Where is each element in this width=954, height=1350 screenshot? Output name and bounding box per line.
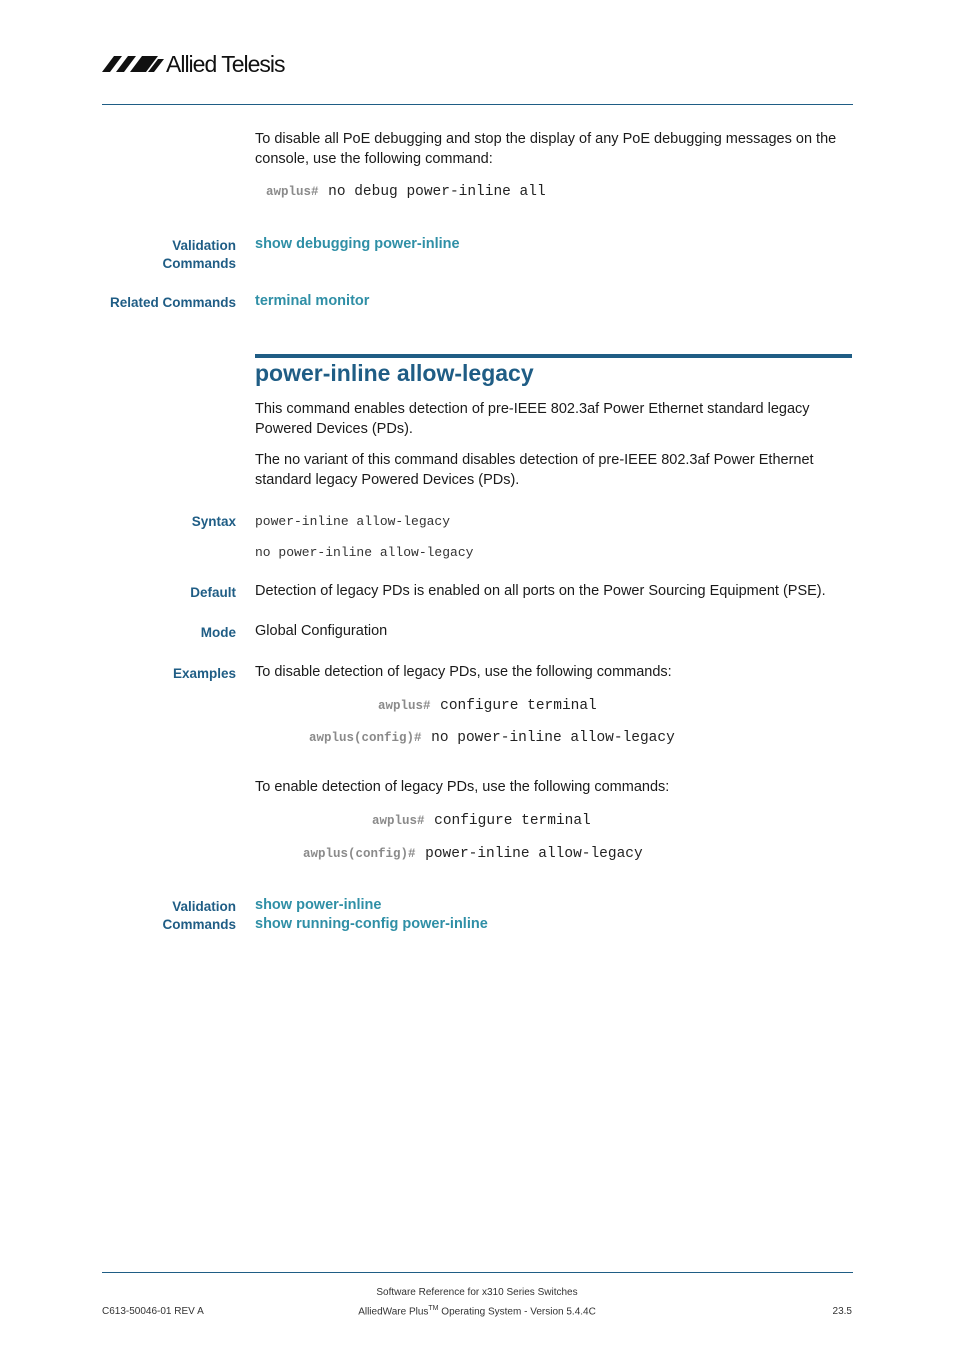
code-prompt: awplus#: [378, 699, 431, 713]
footer-title: Software Reference for x310 Series Switches: [376, 1287, 578, 1298]
syntax-label: Syntax: [191, 514, 236, 529]
examples-label: Examples: [172, 666, 236, 681]
code-prompt: awplus(config)#: [309, 731, 422, 745]
example-1-line-2: [309, 728, 675, 746]
examples-intro-2: To enable detection of legacy PDs, use the following commands:: [255, 779, 670, 795]
validation-commands-label-2: Validation Commands: [162, 899, 236, 932]
section-title: power-inline allow-legacy: [255, 360, 534, 386]
description-paragraph-1: This command enables detection of pre-IEEE 802.3af Power Ethernet standard legacy Powered Devices (PDs).: [255, 401, 810, 437]
mode-text: Global Configuration: [255, 623, 388, 639]
code-command: no power-inline allow-legacy: [431, 730, 675, 746]
examples-intro-1: To disable detection of legacy PDs, use the following commands:: [255, 664, 672, 680]
intro-paragraph: To disable all PoE debugging and stop the display of any PoE debugging messages on the console, use the following command:: [255, 131, 837, 167]
brand-name: Allied Telesis: [166, 51, 285, 77]
syntax-line-1: power-inline allow-legacy: [255, 514, 451, 529]
link-show-debugging-power-inline[interactable]: show debugging power-inline: [255, 236, 460, 252]
code-command: configure terminal: [434, 813, 591, 829]
default-text: Detection of legacy PDs is enabled on all ports on the Power Sourcing Equipment (PSE).: [255, 583, 826, 599]
intro-code-line: [266, 182, 546, 200]
code-prompt: awplus#: [266, 185, 319, 199]
header-divider: [102, 104, 853, 105]
default-label: Default: [190, 585, 236, 600]
code-prompt: awplus(config)#: [303, 847, 416, 861]
description-paragraph-2: The no variant of this command disables detection of pre-IEEE 802.3af Power Ethernet standard legacy Powered Devices (PDs).: [255, 452, 814, 488]
example-2-line-2: [303, 844, 643, 862]
syntax-line-2: no power-inline allow-legacy: [255, 545, 474, 560]
footer-page-number: 23.5: [832, 1306, 852, 1317]
example-1-line-1: [378, 696, 597, 714]
section-heading-rule: [255, 354, 852, 358]
brand-logo-mark-icon: [102, 50, 166, 76]
validation-commands-label: Validation Commands: [162, 238, 236, 271]
footer-os-version: AlliedWare Plus™ Operating System - Version 5.4.4C: [358, 1305, 596, 1318]
code-command: power-inline allow-legacy: [425, 846, 643, 862]
code-command: configure terminal: [440, 698, 597, 714]
footer-doc-id: C613-50046-01 REV A: [102, 1306, 204, 1317]
mode-label: Mode: [200, 625, 236, 640]
brand-logo: [102, 52, 302, 78]
footer-divider: [102, 1272, 853, 1273]
example-2-line-1: [372, 811, 591, 829]
code-command: no debug power-inline all: [328, 184, 546, 200]
code-prompt: awplus#: [372, 814, 425, 828]
link-show-power-inline[interactable]: show power-inline: [255, 897, 382, 913]
link-terminal-monitor[interactable]: terminal monitor: [255, 293, 370, 309]
related-commands-label: Related Commands: [109, 295, 236, 310]
link-show-running-config-power-inline[interactable]: show running-config power-inline: [255, 916, 488, 932]
